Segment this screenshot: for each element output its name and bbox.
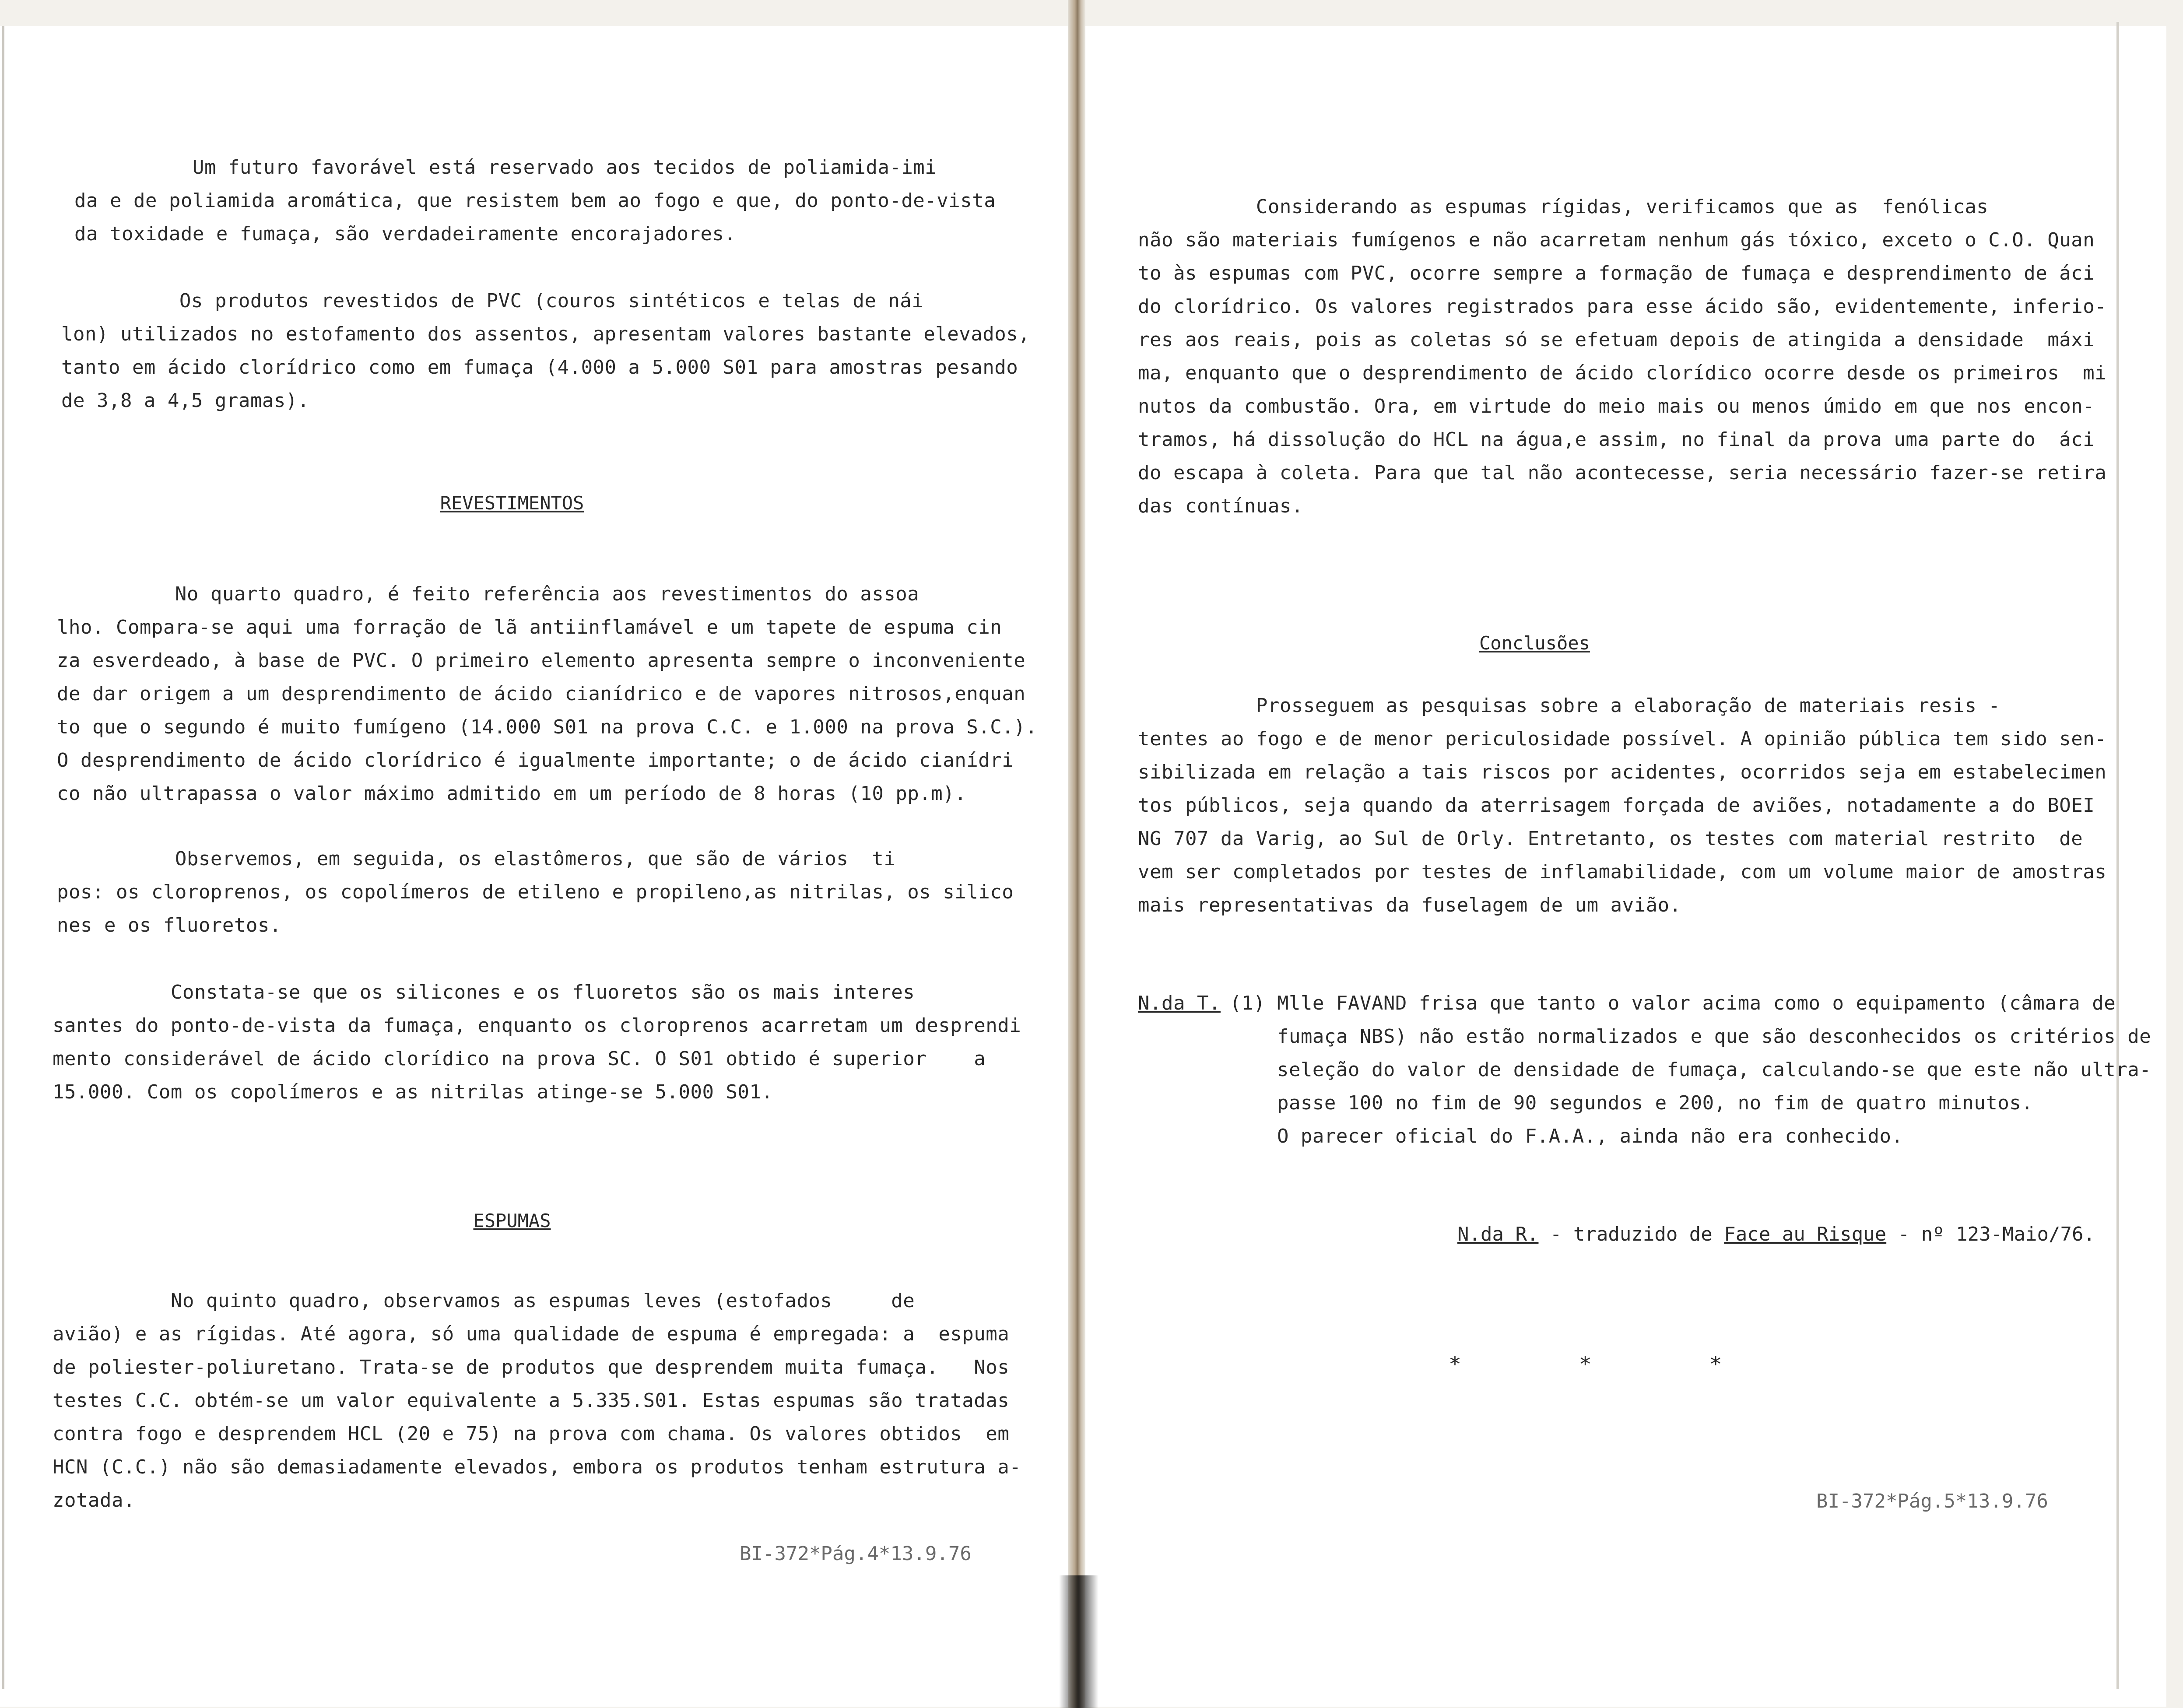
heading-revestimentos: REVESTIMENTOS [440, 492, 584, 514]
left-paragraph-6: No quinto quadro, observamos as espumas leves (estofados de avião) e as rígidas. Até agora, só uma qualidade de espuma é empregada: a espuma de poliester-poliuretano. Trata-se de produtos que desprendem muita fumaça. Nos testes C.C. obtém-se um valor equivalente a 5.335.S01. Estas espumas são tratadas contra fogo e desprendem HCL (20 e 75) na prova com chama. Os valores obtidos em HCN (C.C.) não são demasiadamente elevados, embora os produtos tenham estrutura a- zotada. [53, 1290, 1021, 1512]
left-paragraph-5: Constata-se que os silicones e os fluoretos são os mais interes santes do ponto-de-vista da fumaça, enquanto os cloroprenos acarretam um desprendi mento considerável de ácido clorídico na prova SC. O S01 obtido é superior a 15.000. Com os copolímeros e as nitrilas atinge-se 5.000 S01. [53, 981, 1021, 1103]
book-gutter [1068, 0, 1085, 1708]
editor-note [1457, 1223, 2095, 1245]
left-paragraph-1: Um futuro favorável está reservado aos tecidos de poliamida-imi da e de poliamida aromática, que resistem bem ao fogo e que, do ponto-de-vista da toxidade e fumaça, são verdadeiramente encorajadores. [74, 156, 996, 245]
right-page-footer: BI-372*Pág.5*13.9.76 [1816, 1490, 2048, 1512]
left-paragraph-3: No quarto quadro, é feito referência aos revestimentos do assoa lho. Compara-se aqui uma forração de lã antiinflamável e um tapete de espuma cin za esverdeado, à base de PVC. O primeiro elemento apresenta sempre o inconveniente de dar origem a um desprendimento de ácido cianídrico e de vapores nitrosos,enquan to que o segundo é muito fumígeno (14.000 S01 na prova C.C. e 1.000 na prova S.C.). O desprendimento de ácido clorídrico é igualmente importante; o de ácido cianídri co não ultrapassa o valor máximo admitido em um período de 8 horas (10 pp.m). [57, 583, 1038, 805]
right-page-edge [2116, 22, 2119, 1689]
editor-note-source: Face au Risque [1724, 1223, 1887, 1245]
left-page-edge [2, 26, 4, 1689]
editor-note-issue: - nº 123-Maio/76. [1886, 1223, 2095, 1245]
left-page-footer: BI-372*Pág.4*13.9.76 [740, 1543, 972, 1565]
left-paragraph-4: Observemos, em seguida, os elastômeros, que são de vários ti pos: os cloroprenos, os copolímeros de etileno e propileno,as nitrilas, os silico nes e os fluoretos. [57, 848, 1014, 936]
gutter-shadow [1059, 1575, 1099, 1708]
section-separator-stars: * * * [1449, 1352, 1775, 1377]
right-paragraph-2: Prosseguem as pesquisas sobre a elaboração de materiais resis - tentes ao fogo e de menor periculosidade possível. A opinião pública tem sido sen- sibilizada em relação a tais riscos por acidentes, ocorridos seja em estabelecimen tos públicos, seja quando da aterrisagem forçada de aviões, notadamente a do BOEI NG 707 da Varig, ao Sul de Orly. Entretanto, os testes com material restrito de vem ser completados por testes de inflamabilidade, com um volume maior de amostras mais representativas da fuselagem de um avião. [1138, 694, 2107, 916]
left-paragraph-2: Os produtos revestidos de PVC (couros sintéticos e telas de nái lon) utilizados no estofamento dos assentos, apresentam valores bastante elevados, tanto em ácido clorídrico como em fumaça (4.000 a 5.000 S01 para amostras pesando de 3,8 a 4,5 gramas). [61, 290, 1030, 412]
right-paragraph-1: Considerando as espumas rígidas, verificamos que as fenólicas não são materiais fumígenos e não acarretam nenhum gás tóxico, exceto o C.O. Quan to às espumas com PVC, ocorre sempre a formação de fumaça e desprendimento de áci do clorídrico. Os valores registrados para esse ácido são, evidentemente, inferio- res aos reais, pois as coletas só se efetuam depois de atingida a densidade máxi ma, enquanto que o desprendimento de ácido clorídico ocorre desde os primeiros mi nutos da combustão. Ora, em virtude do meio mais ou menos úmido em que nos encon- tramos, há dissolução do HCL na água,e assim, no final da prova uma parte do áci do escapa à coleta. Para que tal não acontecesse, seria necessário fazer-se retira das contínuas. [1138, 196, 2107, 517]
heading-espumas: ESPUMAS [473, 1210, 551, 1231]
heading-conclusoes: Conclusões [1479, 632, 1590, 654]
editor-note-text: - traduzido de [1538, 1223, 1724, 1245]
translator-note-text: (1) Mlle FAVAND frisa que tanto o valor acima como o equipamento (câmara de fumaça NBS) não estão normalizados e que são desconhecidos os critérios de seleção do valor de densidade de fumaça, calculando-se que este não ultra- passe 100 no fim de 90 segundos e 200, no fim de quatro minutos. O parecer oficial do F.A.A., ainda não era conhecido. [1230, 992, 2151, 1147]
editor-note-label: N.da R. [1457, 1223, 1539, 1245]
translator-note-label: N.da T. [1138, 992, 1221, 1014]
